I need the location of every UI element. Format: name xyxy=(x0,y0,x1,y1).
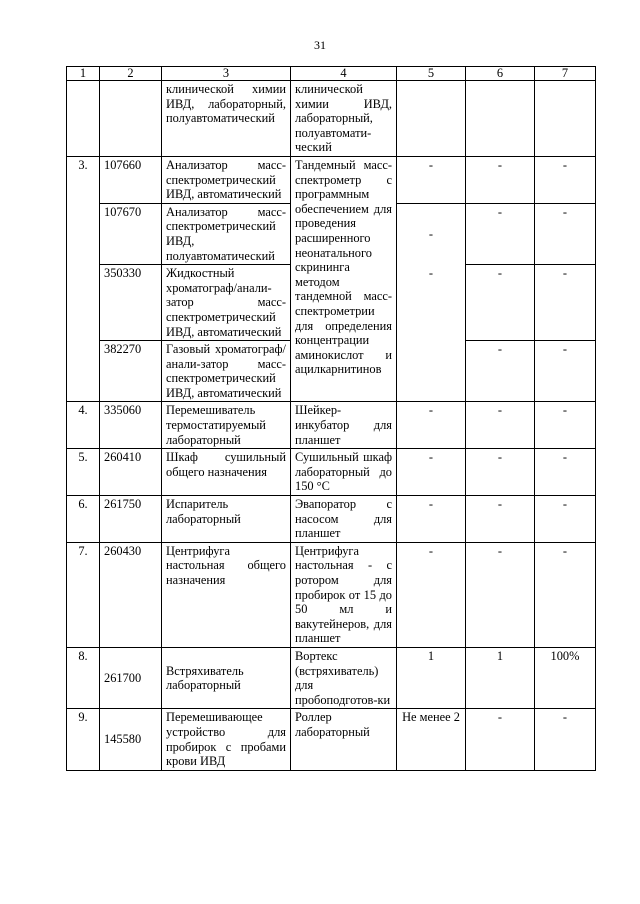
column-header: 4 xyxy=(291,67,397,81)
cell-analog: Центрифуга настольная - с ротором для пробирок от 15 до 50 мл и вакутейнеров, для планшет xyxy=(291,542,397,647)
cell-code: 107660 xyxy=(100,156,162,203)
cell-c6: - xyxy=(466,265,535,341)
cell-code: 335060 xyxy=(100,402,162,449)
cell-c7: 100% xyxy=(535,647,596,708)
cell-analog: Вортекс (встряхиватель) для пробоподготов-ки xyxy=(291,647,397,708)
table-row xyxy=(67,156,596,203)
cell-c6: - xyxy=(466,341,535,402)
column-header: 5 xyxy=(397,67,466,81)
cell-name: Жидкостный хроматограф/анали-затор масс-спектрометрический ИВД, автоматический xyxy=(162,265,291,341)
cell-c6: - xyxy=(466,709,535,770)
cell-quantity: Не менее 2 xyxy=(397,709,466,770)
table-header-row xyxy=(67,67,596,81)
column-header: 6 xyxy=(466,67,535,81)
cell-analog: Эвапоратор с насосом для планшет xyxy=(291,496,397,543)
cell-c7: - xyxy=(535,496,596,543)
cell-code: 145580 xyxy=(100,709,162,770)
cell-name: Шкаф сушильный общего назначения xyxy=(162,449,291,496)
cell-c7: - xyxy=(535,203,596,264)
cell-code: 261700 xyxy=(100,647,162,708)
cell-name: Центрифуга настольная общего назначения xyxy=(162,542,291,647)
cell-name: Анализатор масс-спектрометрический ИВД, автоматический xyxy=(162,156,291,203)
page-number: 31 xyxy=(314,38,326,52)
cell-number: 9. xyxy=(67,709,100,770)
cell-quantity: - xyxy=(397,156,466,203)
cell-quantity: - xyxy=(397,203,466,264)
table-row xyxy=(67,709,596,770)
cell-c7: - xyxy=(535,265,596,341)
column-header: 1 xyxy=(67,67,100,81)
cell-code: 382270 xyxy=(100,341,162,402)
cell-c6: - xyxy=(466,496,535,543)
cell-quantity: - xyxy=(397,265,466,341)
cell-number: 5. xyxy=(67,449,100,496)
column-header: 2 xyxy=(100,67,162,81)
cell-name: Анализатор масс-спектрометрический ИВД, полуавтоматический xyxy=(162,203,291,264)
cell-name: Перемешивающее устройство для пробирок с пробами крови ИВД xyxy=(162,709,291,770)
cell-quantity: - xyxy=(397,542,466,647)
cell-c7: - xyxy=(535,156,596,203)
cell-number: 3. xyxy=(67,156,100,402)
table-row xyxy=(67,81,596,157)
cell-name: Перемешиватель термостатируемый лабораторный xyxy=(162,402,291,449)
cell-c7: - xyxy=(535,402,596,449)
cell-quantity: 1 xyxy=(397,647,466,708)
cell-analog: Тандемный масс-спектрометр с программным обеспечением для проведения расширенного неонатального скрининга методом тандемной масс-спектрометрии для определения концентрации аминокислот и ацилкарнитинов xyxy=(291,156,397,402)
table-row xyxy=(67,542,596,647)
cell-code: 107670 xyxy=(100,203,162,264)
cell-analog: Сушильный шкаф лабораторный до 150 °С xyxy=(291,449,397,496)
cell-code: 260410 xyxy=(100,449,162,496)
cell-c7: - xyxy=(535,709,596,770)
cell-c7: - xyxy=(535,449,596,496)
cell-analog: клинической химии ИВД, лабораторный, полуавтомати-ческий xyxy=(291,81,397,157)
table-row xyxy=(67,402,596,449)
cell-name: Испаритель лабораторный xyxy=(162,496,291,543)
cell-c7: - xyxy=(535,542,596,647)
cell-c6: - xyxy=(466,156,535,203)
cell-c6: - xyxy=(466,449,535,496)
cell-analog: Шейкер-инкубатор для планшет xyxy=(291,402,397,449)
cell-c6: - xyxy=(466,402,535,449)
cell-number: 7. xyxy=(67,542,100,647)
column-header: 3 xyxy=(162,67,291,81)
cell-code: 261750 xyxy=(100,496,162,543)
equipment-table xyxy=(66,66,596,771)
cell-quantity: - xyxy=(397,402,466,449)
cell-number: 4. xyxy=(67,402,100,449)
cell-analog: Роллер лабораторный xyxy=(291,709,397,770)
cell-name: Встряхиватель лабораторный xyxy=(162,647,291,708)
table-row xyxy=(67,449,596,496)
cell-quantity: - xyxy=(397,449,466,496)
cell-name: клинической химии ИВД, лабораторный, полуавтоматический xyxy=(162,81,291,157)
cell-quantity: - xyxy=(397,496,466,543)
cell-name: Газовый хроматограф/анали-затор масс-спектрометрический ИВД, автоматический xyxy=(162,341,291,402)
cell-c6: 1 xyxy=(466,647,535,708)
table-row xyxy=(67,647,596,708)
cell-code: 260430 xyxy=(100,542,162,647)
cell-c6: - xyxy=(466,203,535,264)
cell-number: 8. xyxy=(67,647,100,708)
column-header: 7 xyxy=(535,67,596,81)
cell-number: 6. xyxy=(67,496,100,543)
table-row xyxy=(67,496,596,543)
cell-c7: - xyxy=(535,341,596,402)
cell-c6: - xyxy=(466,542,535,647)
cell-code: 350330 xyxy=(100,265,162,341)
